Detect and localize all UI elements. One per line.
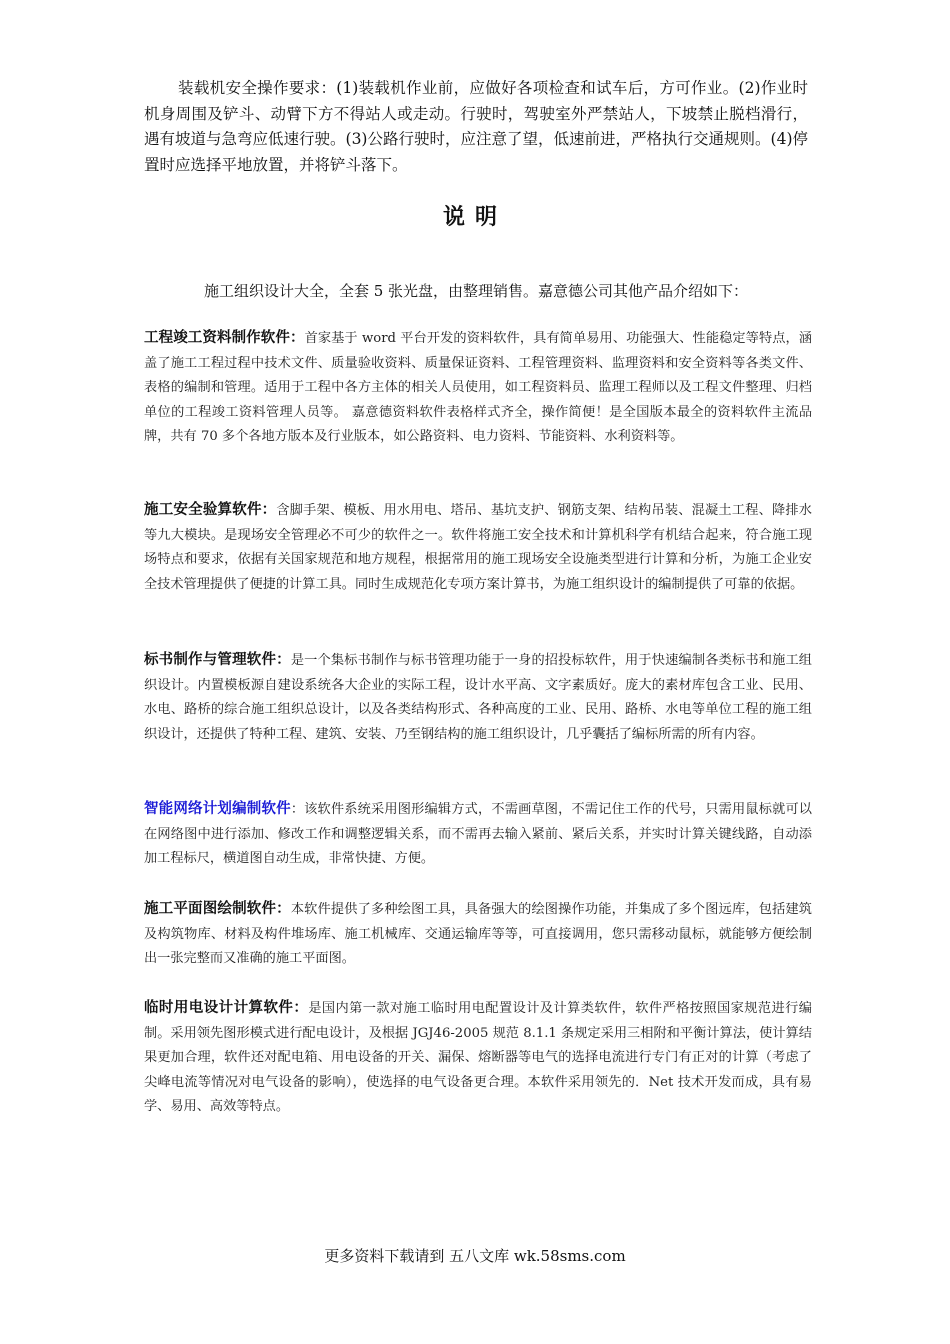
section-body: ：该软件系统采用图形编辑方式，不需画草图，不需记住工作的代号，只需用鼠标就可以在网络图中进行添加、修改工作和调整逻辑关系，而不需再去输入紧前、紧后关系，并实时计算关键线路，自动添加工程标尺，横道图自动生成，非常快捷、方便。 [144,802,812,866]
section-body: 首家基于 word 平台开发的资料软件，具有简单易用、功能强大、性能稳定等特点，涵盖了施工工程过程中技术文件、质量验收资料、质量保证资料、工程管理资料、监理资料和安全资料等各类文件、表格的编制和管理。适用于工程中各方主体的相关人员使用，如工程资料员、监理工程师以及工程文件整理、归档单位的工程竣工资料管理人员等。 嘉意德资料软件表格样式齐全，操作简便！是全国版本最全的资料软件主流品牌，共有 70 多个各地方版本及行业版本，如公路资料、电力资料、节能资料、水利资料等。 [144,331,813,444]
section-heading: 标书制作与管理软件： [144,652,291,668]
page-footer: 更多资料下载请到 五八文库 wk.58sms.com [324,1247,626,1265]
section-safety-calc [144,498,812,597]
section-engineering-docs [144,326,812,450]
section-network-plan [144,797,812,872]
section-body: 是一个集标书制作与标书管理功能于一身的招投标软件，用于快速编制各类标书和施工组织设计。内置模板源自建设系统各大企业的实际工程，设计水平高、文字素质好。庞大的素材库包含工业、民用、水电、路桥的综合施工组织总设计，以及各类结构形式、各种高度的工业、民用、路桥、水电等单位工程的施工组织设计，还提供了特种工程、建筑、安装、乃至钢结构的施工组织设计，几乎囊括了编标所需的所有内容。 [144,653,812,742]
section-heading-link[interactable]: 智能网络计划编制软件 [144,801,291,817]
subtitle-paragraph: 施工组织设计大全，全套 5 张光盘，由整理销售。嘉意德公司其他产品介绍如下： [203,282,749,300]
section-heading: 施工平面图绘制软件： [144,901,291,917]
section-body: 本软件提供了多种绘图工具，具备强大的绘图操作功能，并集成了多个图远库，包括建筑及构筑物库、材料及构件堆场库、施工机械库、交通运输库等等，可直接调用，您只需移动鼠标，就能够方便绘制出一张完整而又准确的施工平面图。 [144,902,812,966]
section-body: 含脚手架、模板、用水用电、塔吊、基坑支护、钢筋支架、结构吊装、混凝土工程、降排水等九大模块。是现场安全管理必不可少的软件之一。软件将施工安全技术和计算机科学有机结合起来，符合施工现场特点和要求，依据有关国家规范和地方规程，根据常用的施工现场安全设施类型进行计算和分析，为施工企业安全技术管理提供了便捷的计算工具。同时生成规范化专项方案计算书，为施工组织设计的编制提供了可靠的依据。 [144,503,812,592]
section-heading: 临时用电设计计算软件： [144,1000,309,1016]
section-bid-docs [144,648,812,747]
intro-paragraph: 装载机安全操作要求：(1)装载机作业前，应做好各项检查和试车后，方可作业。(2)作业时机身周围及铲斗、动臂下方不得站人或走动。行驶时，驾驶室外严禁站人，下坡禁止脱档滑行，遇有坡道与急弯应低速行驶。(3)公路行驶时，应注意了望，低速前进，严格执行交通规则。(4)停置时应选择平地放置，并将铲斗落下。 [144,79,808,174]
page-title: 说明 [442,205,507,230]
section-site-plan [144,897,812,972]
section-temp-power [144,996,812,1120]
section-body: 是国内第一款对施工临时用电配置设计及计算类软件，软件严格按照国家规范进行编制。采用领先图形模式进行配电设计，及根据 JGJ46-2005 规范 8.1.1 条规定采用三相附和平衡计算法，使计算结果更加合理，软件还对配电箱、用电设备的开关、漏保、熔断器等电气的选择电流进行专门有正对的计算（考虑了尖峰电流等情况对电气设备的影响），使选择的电气设备更合理。本软件采用领先的．Net 技术开发而成，具有易学、易用、高效等特点。 [144,1001,812,1114]
section-heading: 施工安全验算软件： [144,502,277,518]
section-heading: 工程竣工资料制作软件： [144,330,305,346]
